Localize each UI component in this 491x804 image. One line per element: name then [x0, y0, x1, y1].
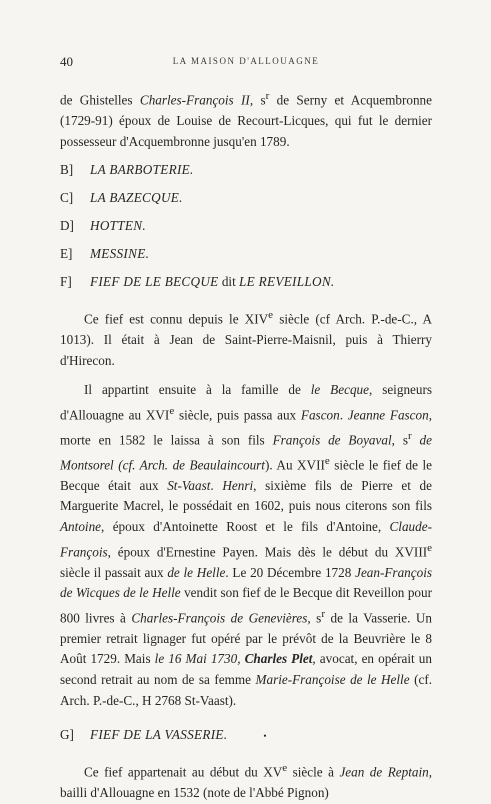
- section-heading-f: F] FIEF DE LE BECQUE dit LE REVEILLON.: [60, 274, 335, 290]
- paragraph-fief-becque-history: Il appartint ensuite à la famille de le Becque, seigneurs d'Allouagne au XVIe siècle, puis passa aux Fascon. Jeanne Fascon, morte en 1582 le laissa à son fils François de Boyaval, $s^r$ de Montsorel (cf. Arch. de Beaulaincourt). Au XVIIe siècle le fief de le Becque était aux St-Vaast. Henri, sixième fils de Pierre et de Marguerite Macrel, le possédait en 1602, puis nous citerons son fils Antoine, époux d'Antoinette Roost et le fils d'Antoine, Claude-François, époux d'Ernestine Payen. Mais dès le début du XVIIIe siècle il passait aux de le Helle. Le 20 Décembre 1728 Jean-François de Wicques de le Helle vendit son fief de le Becque dit Reveillon pour 800 livres à Charles-François de Genevières, $s^r$ de la Vasserie. Un premier retrait lignager fut opéré par le prévôt de la Beuvrière le 8 Août 1729. Mais le 16 Mai 1730, Charles Plet, avocat, en opérait un second retrait au nom de sa femme Marie-Françoise de le Helle (cf. Arch. P.-de-C., H 2768 St-Vaast).: [60, 382, 433, 708]
- section-heading-d: D] HOTTEN.: [60, 218, 146, 234]
- ink-mark: •: [263, 730, 267, 741]
- section-heading-c: C] LA BAZECQUE.: [60, 190, 183, 206]
- section-heading-b: B] LA BARBOTERIE.: [60, 162, 194, 178]
- body-text: [60, 86, 432, 804]
- running-title: LA MAISON D'ALLOUAGNE: [172, 56, 320, 66]
- paragraph-fief-vasserie: Ce fief appartenait au début du XVe siècle à Jean de Reptain, bailli d'Allouagne en 1532 (note de l'Abbé Pignon): [60, 762, 433, 801]
- section-heading-e: E] MESSINE.: [60, 246, 150, 262]
- page-number: 40: [60, 54, 73, 69]
- paragraph-fief-becque-origin: Ce fief est connu depuis le XIVe siècle (cf Arch. P.-de-C., A 1013). Il était à Jean de Saint-Pierre-Maisnil, puis à Thierry d'Hirecon.: [60, 309, 432, 368]
- paragraph-intro: de Ghistelles Charles-François II, $s^r$ de Serny et Acquembronne (1729-91) époux de Louise de Recourt-Licques, qui fut le dernier possesseur d'Acquembronne jusqu'en 1789.: [60, 90, 432, 149]
- section-heading-g: G] FIEF DE LA VASSERIE. •: [60, 725, 432, 749]
